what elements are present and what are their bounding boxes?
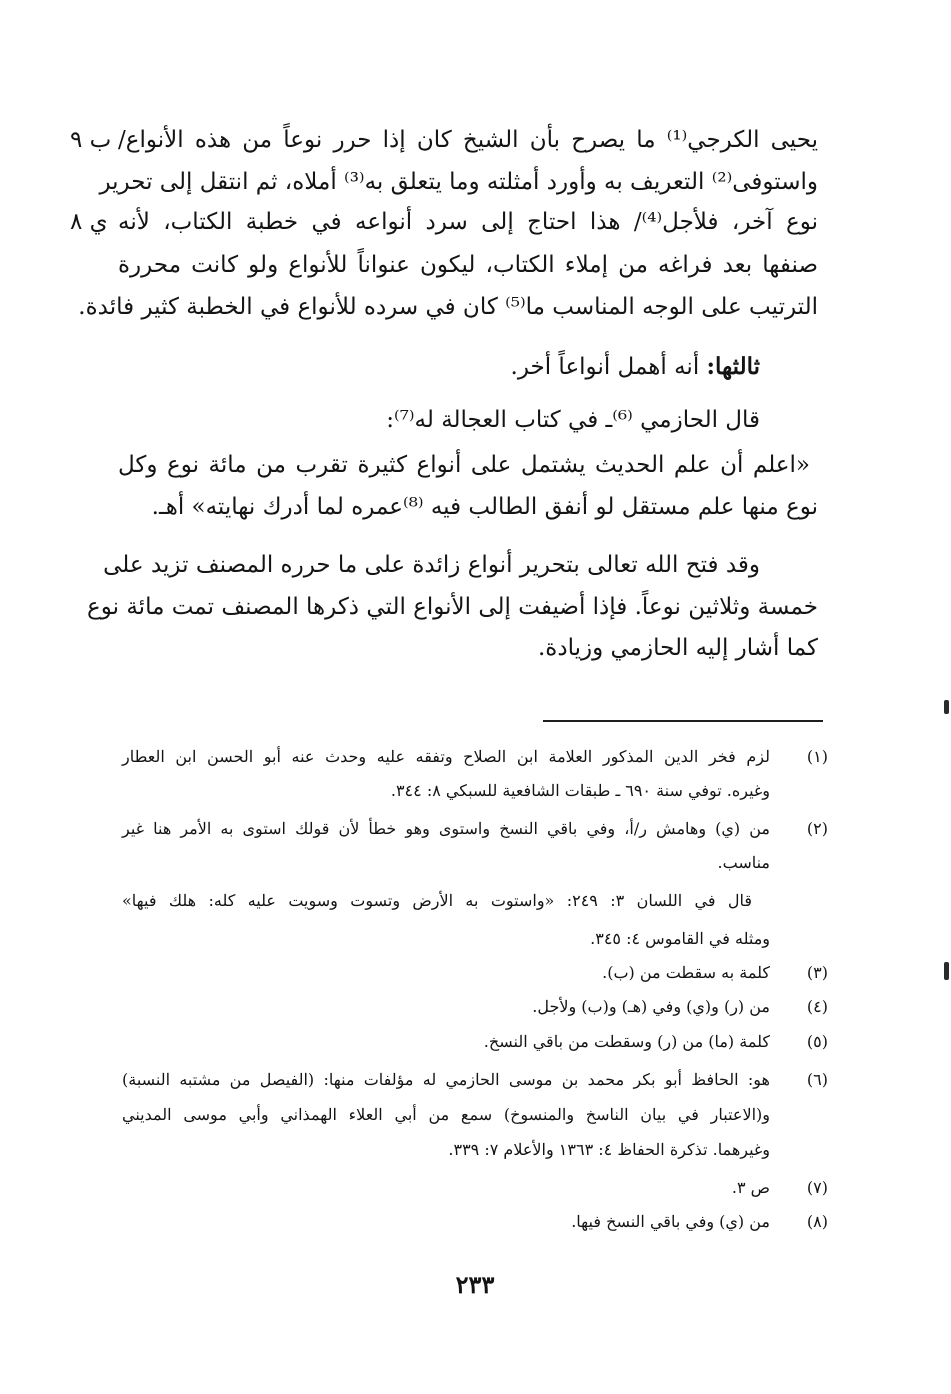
quote-line-1: «اعلم أن علم الحديث يشتمل على أنواع كثيرة تقرب من مائة نوع وكل: [118, 452, 810, 478]
body-line-3: نوع آخر، فلأجل⁽⁴⁾/ هذا احتاج إلى سرد أنواعه في خطبة الكتاب، لأنه: [118, 209, 819, 235]
footnote-number: (٤): [806, 997, 828, 1016]
footnote-number: (٨): [806, 1212, 828, 1231]
closing-line-1: وقد فتح الله تعالى بتحرير أنواع زائدة على ما حرره المصنف تزيد على: [103, 552, 760, 578]
body-line-1: يحيى الكرجي⁽¹⁾ ما يصرح بأن الشيخ كان إذا حرر نوعاً من هذه الأنواع/: [118, 127, 818, 153]
footnote-2-cont-line-1: قال في اللسان ٣: ٢٤٩: «واستوت به الأرض وتسوت وسويت عليه كله: هلك فيها»: [122, 891, 752, 910]
footnote-1-line-1: لزم فخر الدين المذكور العلامة ابن الصلاح وتفقه عليه وحدث عنه أبو الحسن ابن العطار: [122, 747, 770, 766]
footnote-number: (٢): [806, 819, 828, 838]
quote-line-2: نوع منها علم مستقل لو أنفق الطالب فيه ⁽⁸⁾عمره لما أدرك نهايته» أهـ.: [151, 494, 818, 520]
body-line-5: الترتيب على الوجه المناسب ما⁽⁵⁾ كان في سرده للأنواع في الخطبة كثير فائدة.: [78, 294, 818, 320]
page-number: ٢٣٣: [455, 1270, 495, 1299]
footnote-3-text: كلمة به سقطت من (ب).: [602, 963, 770, 982]
footnote-number: (٦): [806, 1070, 828, 1089]
footnote-6-line-2: و(الاعتبار في بيان الناسخ والمنسوخ) سمع من أبي العلاء الهمذاني وأبي موسى المديني: [122, 1105, 770, 1124]
body-line-4: صنفها بعد فراغه من إملاء الكتاب، ليكون عنواناً للأنواع ولو كانت محررة: [118, 252, 818, 278]
third-point-text: أنه أهمل أنواعاً أخر.: [510, 354, 707, 380]
footnote-4-text: من (ر) و(ي) وفي (هـ) و(ب) ولأجل.: [532, 997, 770, 1016]
scan-edge-mark: [944, 700, 949, 714]
footnote-5-text: كلمة (ما) من (ر) وسقطت من باقي النسخ.: [483, 1032, 770, 1051]
footnote-number: (١): [806, 747, 828, 766]
quote-intro: قال الحازمي ⁽⁶⁾ـ في كتاب العجالة له⁽⁷⁾:: [386, 407, 760, 433]
body-line-2: واستوفى⁽²⁾ التعريف به وأورد أمثلته وما يتعلق به⁽³⁾ أملاه، ثم انتقل إلى تحرير: [99, 169, 818, 195]
footnote-separator: [543, 720, 823, 722]
closing-line-3: كما أشار إليه الحازمي وزيادة.: [537, 635, 818, 661]
margin-reference-y8: ي ٨: [70, 209, 108, 235]
footnote-number: (٥): [806, 1032, 828, 1051]
footnote-7-text: ص ٣.: [731, 1178, 770, 1197]
footnote-6-line-1: هو: الحافظ أبو بكر محمد بن موسى الحازمي له مؤلفات منها: (الفيصل من مشتبه النسبة): [122, 1070, 770, 1089]
third-point: [300, 352, 760, 382]
third-point-label: ثالثها:: [706, 353, 760, 380]
footnote-6-line-3: وغيرهما. تذكرة الحفاظ ٤: ١٣٦٣ والأعلام ٧: ٣٣٩.: [448, 1140, 770, 1159]
scan-edge-mark: [944, 962, 949, 980]
footnote-8-text: من (ي) وفي باقي النسخ فيها.: [571, 1212, 770, 1231]
closing-line-2: خمسة وثلاثين نوعاً. فإذا أضيفت إلى الأنواع التي ذكرها المصنف تمت مائة نوع: [87, 594, 818, 620]
footnote-2-line-1: من (ي) وهامش ر/أ، وفي باقي النسخ واستوى وهو خطأ لأن قولك استوى به الأمر هنا غير: [122, 819, 770, 838]
margin-reference-b9: ب ٩: [70, 127, 112, 153]
footnote-2-cont-line-2: ومثله في القاموس ٤: ٣٤٥.: [590, 929, 770, 948]
footnote-number: (٧): [806, 1178, 828, 1197]
footnote-number: (٣): [806, 963, 828, 982]
footnote-1-line-2: وغيره. توفي سنة ٦٩٠ ـ طبقات الشافعية للسبكي ٨: ٣٤٤.: [390, 781, 770, 800]
footnote-2-line-2: مناسب.: [717, 853, 770, 872]
